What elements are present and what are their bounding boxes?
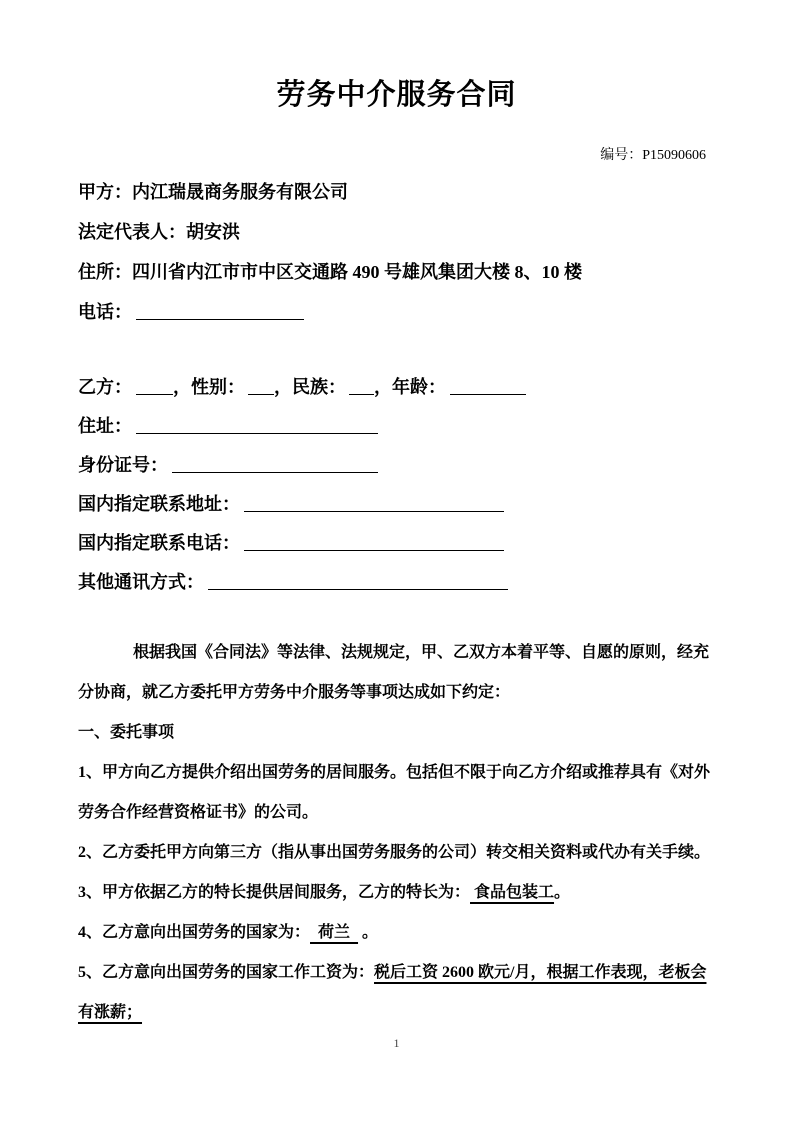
clauses-section: [78, 633, 716, 1033]
party-b-domestic-contact-phone-label: 国内指定联系电话：: [78, 533, 240, 553]
party-b-section: [78, 368, 716, 602]
party-b-domestic-phone-line: [78, 524, 716, 563]
party-b-ethnicity-blank-field: [349, 375, 374, 395]
party-a-address-line: 住所：四川省内江市市中区交通路 490 号雄风集团大楼 8、10 楼: [78, 262, 582, 282]
party-b-name-label: 乙方：: [78, 377, 132, 397]
party-b-id-line: [78, 446, 716, 485]
party-a-phone-line: [78, 292, 716, 332]
party-b-address-blank-field: [136, 414, 378, 434]
clause-4-country-underlined-value: 荷兰: [310, 924, 359, 941]
party-b-address-line: [78, 407, 716, 446]
party-b-age-label: ，年龄：: [374, 377, 446, 397]
party-b-address-label: 住址：: [78, 416, 132, 436]
clause-4-suffix: 。: [358, 924, 379, 941]
party-a-phone-blank-field: [136, 300, 304, 320]
clause-5-text: 5、乙方意向出国劳务的国家工作工资为：: [78, 964, 375, 981]
clause-4: [78, 913, 716, 953]
party-b-age-blank-field: [450, 375, 526, 395]
party-b-domestic-contact-address-label: 国内指定联系地址：: [78, 494, 240, 514]
party-b-domestic-contact-phone-blank-field: [244, 531, 504, 551]
party-b-name-blank-field: [136, 375, 173, 395]
section-1-heading: 一、委托事项: [78, 724, 175, 741]
clause-3-specialty-underlined-value: 食品包装工: [470, 884, 555, 901]
party-a-legal-rep-line: 法定代表人：胡安洪: [78, 222, 240, 242]
party-b-gender-blank-field: [248, 375, 274, 395]
party-a-section: [78, 172, 716, 332]
page-number: 1: [393, 1036, 400, 1050]
clause-3: [78, 873, 716, 913]
party-b-gender-label: ，性别：: [173, 377, 245, 397]
clause-1: 1、甲方向乙方提供介绍出国劳务的居间服务。包括但不限于向乙方介绍或推荐具有《对外劳务合作经营资格证书》的公司。: [78, 764, 711, 821]
document-title: 劳务中介服务合同: [276, 79, 517, 111]
party-b-domestic-address-line: [78, 485, 716, 524]
clause-2: 2、乙方委托甲方向第三方（指从事出国劳务服务的公司）转交相关资料或代办有关手续。: [78, 844, 711, 861]
preamble-paragraph: 根据我国《合同法》等法律、法规规定，甲、乙双方本着平等、自愿的原则，经充分协商，就乙方委托甲方劳务中介服务等事项达成如下约定：: [78, 644, 710, 701]
clause-3-text: 3、甲方依据乙方的特长提供居间服务，乙方的特长为：: [78, 884, 471, 901]
document-number: 编号：P15090606: [600, 148, 706, 163]
party-b-domestic-contact-address-blank-field: [244, 492, 504, 512]
party-b-other-contact-label: 其他通讯方式：: [78, 572, 204, 592]
clause-5: [78, 953, 716, 1033]
clause-4-text: 4、乙方意向出国劳务的国家为：: [78, 924, 311, 941]
party-a-name-line: 甲方：内江瑞晟商务服务有限公司: [78, 182, 348, 202]
party-b-other-contact-blank-field: [208, 570, 508, 590]
party-a-phone-label: 电话：: [78, 302, 132, 322]
document-body: [78, 172, 716, 1033]
party-b-id-number-blank-field: [172, 453, 378, 473]
party-b-ethnicity-label: ，民族：: [274, 377, 346, 397]
party-b-identity-line: [78, 368, 716, 407]
party-b-other-contact-line: [78, 563, 716, 602]
clause-3-suffix: 。: [554, 884, 571, 901]
party-b-id-number-label: 身份证号：: [78, 455, 168, 475]
clause-5-salary-underlined-value: 税后工资 2600 欧元/月，根据工作表现，老板会有涨薪；: [78, 964, 707, 1021]
